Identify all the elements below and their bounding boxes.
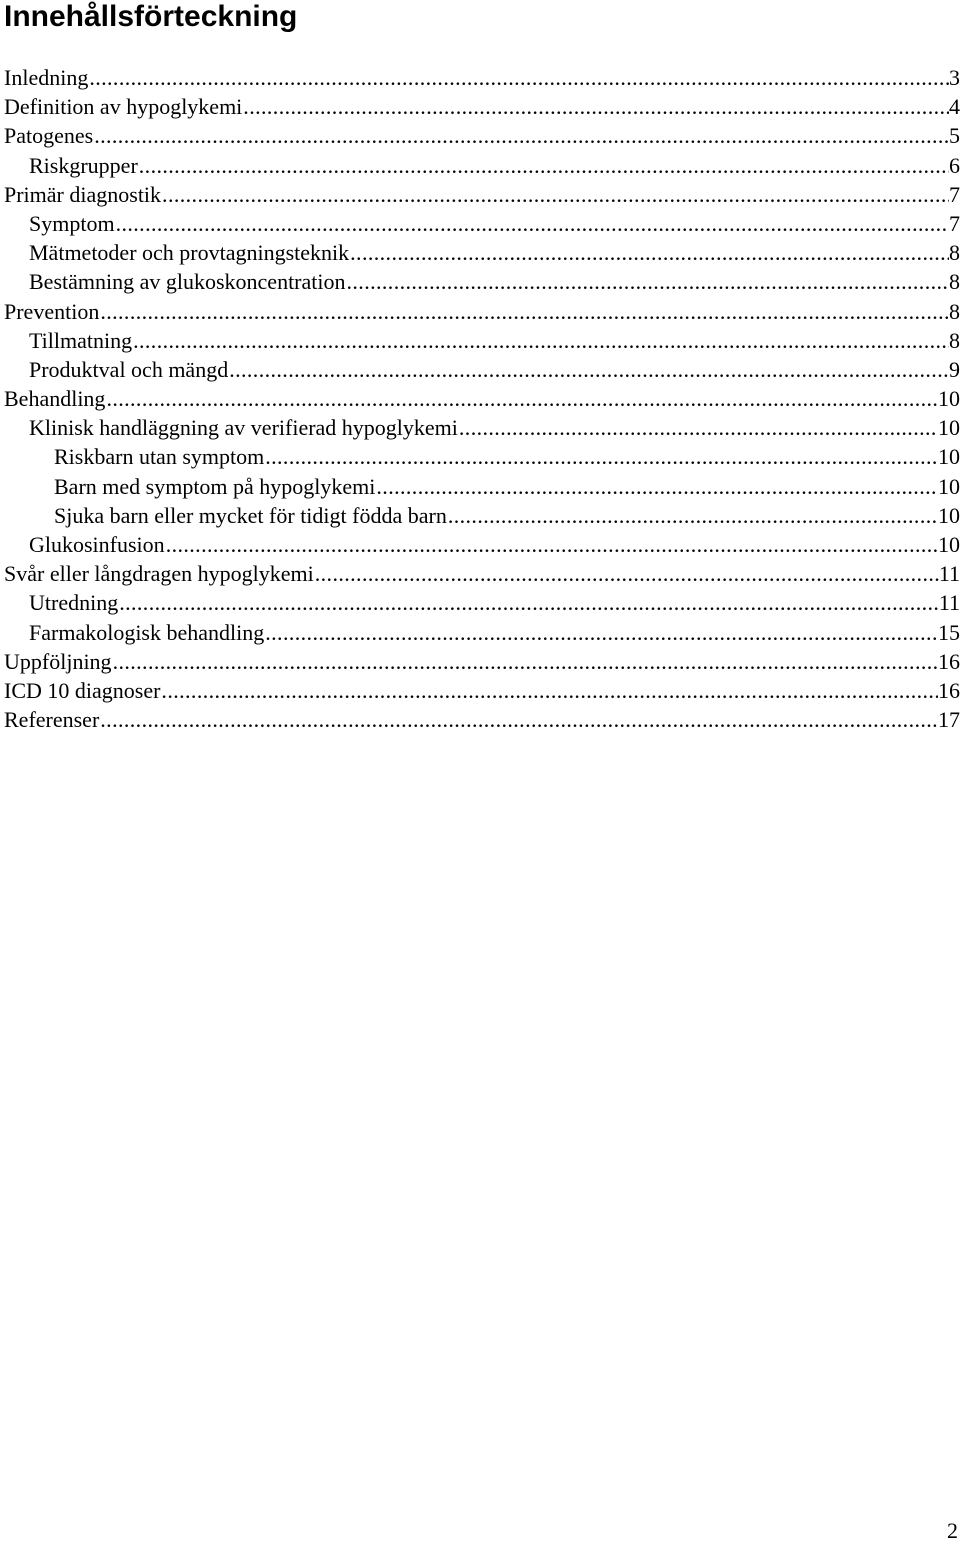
dot-leader [93,121,949,150]
toc-entry-page: 15 [938,619,960,645]
toc-entry-label: Prevention [4,298,100,324]
toc-entry[interactable] [4,267,960,296]
toc-entry-label: Mätmetoder och provtagningsteknik [29,240,350,266]
toc-entry[interactable] [4,618,960,647]
toc-entry[interactable] [4,63,960,92]
toc-entry-page: 3 [949,65,960,90]
page-title: Innehållsförteckning [4,0,298,33]
dot-leader [375,472,938,501]
toc-entry[interactable] [4,121,960,150]
toc-entry-label: Riskbarn utan symptom [54,444,265,470]
toc-entry-label: Patogenes [4,123,94,149]
toc-entry-label: Utredning [29,590,119,616]
toc-entry-label: Inledning [4,65,89,90]
toc-entry[interactable] [4,151,960,180]
toc-entry-label: Tillmatning [29,327,133,353]
dot-leader [264,618,938,647]
toc-entry-label: Uppföljning [4,648,112,674]
dot-leader [161,180,949,209]
toc-entry-page: 16 [938,677,960,703]
toc-entry-label: Klinisk handläggning av verifierad hypoglykemi [29,415,458,441]
toc-entry[interactable] [4,588,960,617]
toc-entry[interactable] [4,180,960,209]
toc-entry-page: 10 [938,386,960,412]
toc-entry-label: Definition av hypoglykemi [4,94,243,120]
dot-leader [165,530,938,559]
toc-entry-label: Svår eller långdragen hypoglykemi [4,561,314,587]
table-of-contents [4,63,960,734]
toc-entry-label: Behandling [4,386,106,412]
dot-leader [349,238,949,267]
toc-entry-page: 10 [938,415,960,441]
toc-entry-label: Produktval och mängd [29,356,229,382]
toc-entry[interactable] [4,442,960,471]
toc-entry-page: 9 [949,356,960,382]
toc-entry-page: 8 [949,327,960,353]
toc-entry-label: Sjuka barn eller mycket för tidigt födda barn [54,502,447,528]
dot-leader [264,442,938,471]
toc-entry-label: Farmakologisk behandling [29,619,265,645]
dot-leader [228,355,949,384]
dot-leader [99,297,949,326]
toc-entry-page: 11 [938,561,960,587]
toc-entry[interactable] [4,530,960,559]
toc-entry-page: 10 [938,444,960,470]
dot-leader [132,326,949,355]
toc-entry[interactable] [4,92,960,121]
toc-entry[interactable] [4,676,960,705]
toc-entry-page: 7 [949,181,960,207]
toc-entry-label: Referenser [4,707,100,733]
toc-entry-label: Primär diagnostik [4,181,162,207]
toc-entry-label: ICD 10 diagnoser [4,677,161,703]
toc-entry-label: Riskgrupper [29,152,138,178]
toc-entry-page: 6 [949,152,960,178]
toc-entry-page: 11 [938,590,960,616]
toc-entry-page: 16 [938,648,960,674]
toc-entry[interactable] [4,413,960,442]
dot-leader [314,559,939,588]
toc-entry[interactable] [4,355,960,384]
dot-leader [346,267,950,296]
toc-entry[interactable] [4,705,960,734]
toc-entry-label: Bestämning av glukoskoncentration [29,269,346,295]
toc-entry[interactable] [4,238,960,267]
toc-entry-page: 8 [949,240,960,266]
toc-entry-label: Symptom [29,210,115,236]
toc-entry[interactable] [4,559,960,588]
dot-leader [242,92,949,121]
toc-entry[interactable] [4,297,960,326]
toc-entry-page: 4 [949,94,960,120]
toc-entry[interactable] [4,501,960,530]
toc-entry-page: 17 [938,707,960,733]
toc-entry-page: 7 [949,210,960,236]
toc-entry[interactable] [4,209,960,238]
dot-leader [88,63,949,92]
toc-entry-label: Barn med symptom på hypoglykemi [54,473,376,499]
toc-entry[interactable] [4,326,960,355]
toc-entry[interactable] [4,384,960,413]
toc-entry[interactable] [4,647,960,676]
dot-leader [160,676,938,705]
dot-leader [458,413,938,442]
dot-leader [99,705,938,734]
dot-leader [118,588,939,617]
dot-leader [105,384,938,413]
dot-leader [447,501,938,530]
toc-entry-page: 10 [938,502,960,528]
toc-entry-page: 8 [949,269,960,295]
toc-entry-page: 10 [938,473,960,499]
dot-leader [138,151,949,180]
toc-entry[interactable] [4,472,960,501]
dot-leader [112,647,938,676]
dot-leader [115,209,949,238]
toc-entry-page: 8 [949,298,960,324]
page-number: 2 [947,1518,958,1543]
toc-entry-page: 5 [949,123,960,149]
toc-entry-page: 10 [938,532,960,557]
toc-entry-label: Glukosinfusion [29,532,165,557]
